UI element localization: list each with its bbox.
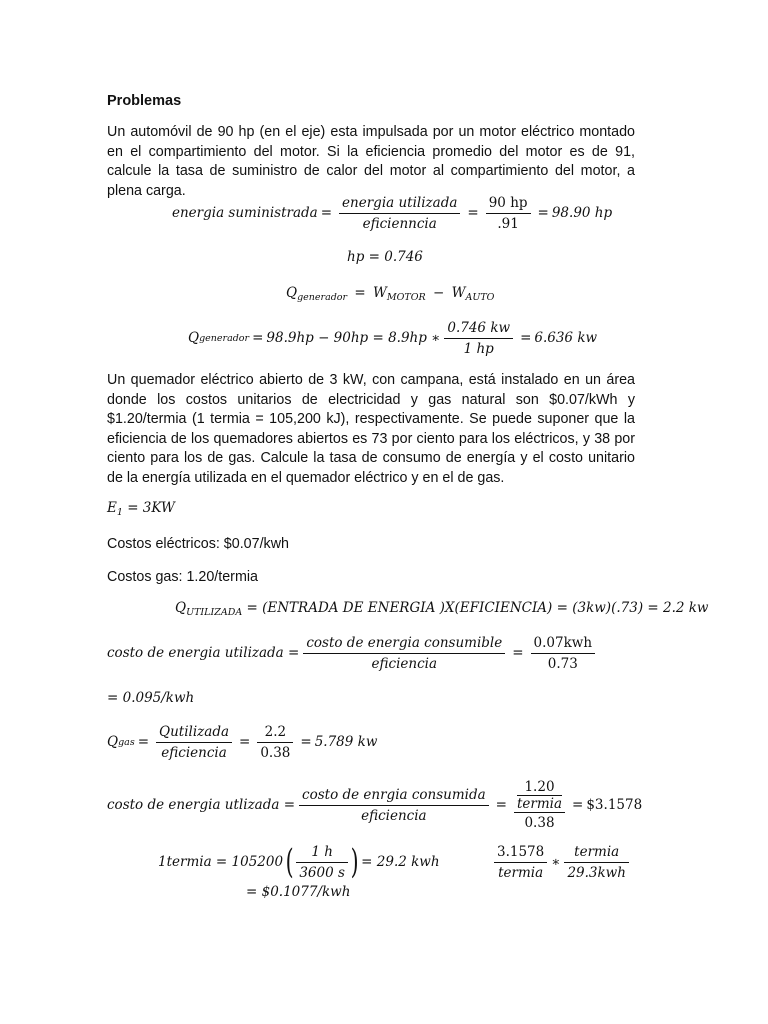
eq9-f2-num: 2.2 — [257, 724, 293, 743]
equation-q-utilizada — [175, 600, 708, 618]
eq5-rhs: = 3KW — [127, 500, 175, 516]
eq7-f1-num: costo de energia consumible — [303, 635, 505, 654]
eq10-lhs: costo de energia utlizada = — [107, 797, 296, 813]
costos-electricos: Costos eléctricos: $0.07/kwh — [107, 536, 289, 552]
eq4-fraction — [444, 320, 513, 357]
equation-costo-electrico: costo de energia utilizada = $\frac{\text{costo de energia consumible}}{\text{eficiencia}}$ = $\frac{\text{0.07kwh}}{0.73}$ — [107, 632, 599, 674]
eq7-f2-den: 0.73 — [547, 655, 578, 672]
eq1-f1-num: energia utilizada — [339, 195, 460, 214]
eq12-f1-den: termia — [498, 864, 544, 881]
equation-conversion — [490, 841, 633, 883]
eq1-fraction-1 — [339, 195, 460, 232]
eq1-fraction-2 — [486, 195, 531, 232]
eq12-f2-num: termia — [564, 844, 629, 863]
eq1-result: 98.90 hp — [551, 205, 613, 221]
eq9-f2-den: 0.38 — [260, 744, 291, 761]
eq11-lhs: 1termia = 105200 — [158, 854, 284, 870]
eq10-f2-top: 1.20 — [517, 779, 562, 796]
eq9-fraction-2 — [257, 724, 293, 761]
eq9-q-sub: gas — [118, 736, 135, 748]
eq1-f2-num: 90 hp — [486, 195, 531, 214]
costos-gas: Costos gas: 1.20/termia — [107, 569, 258, 585]
equation-q-generador-value: Q generador = 98.9hp − 90hp = 8.9hp ∗ $\frac{0.746 kw}{1 hp}$ = 6.636 kw — [188, 319, 598, 357]
eq7-fraction-2 — [531, 635, 596, 672]
equation-costo-result: = 0.095/kwh — [107, 690, 195, 706]
equation-termia: 1termia = 105200 ( $\frac{1 h}{3600 s}$ ) = 29.2 kwh — [158, 842, 440, 882]
eq9-f1-den: eficiencia — [161, 744, 227, 761]
eq10-fraction-1 — [299, 787, 489, 824]
eq12-f2-den: 29.3kwh — [567, 864, 626, 881]
eq6-rhs: = (ENTRADA DE ENERGIA )X(EFICIENCIA) = (3kw)(.73) = 2.2 kw — [246, 600, 709, 616]
eq4-result: 6.636 kw — [534, 330, 598, 346]
eq7-f1-den: eficiencia — [371, 655, 438, 672]
eq11-f-den: 3600 s — [299, 864, 345, 881]
eq6-q-sub: UTILIZADA — [186, 607, 243, 618]
equation-termia-result: = $0.1077/kwh — [246, 884, 351, 900]
problem-2-text: Un quemador eléctrico abierto de 3 kW, con campana, está instalado en un área donde los costos unitarios de electricidad y gas natural son $0.07/kWh y $1.20/termia (1 termia = 105,200 kJ), respectivamente. Se puede suponer que la eficiencia de los quemadores abiertos es 73 por ciento para los eléctricos, y 38 por ciento para los de gas. Calcule la tasa de consumo de energía y el costo unitario de la energía utilizada en el quemador eléctrico y en el de gas. — [107, 372, 635, 486]
eq10-result: $3.1578 — [586, 797, 643, 813]
eq11-fraction — [296, 844, 348, 881]
eq10-f2-mid: termia — [516, 796, 563, 812]
eq4-mid: 98.9hp − 90hp = 8.9hp ∗ — [266, 330, 441, 346]
eq7-lhs: costo de energia utilizada = — [107, 645, 300, 661]
equation-q-generador: $Q_{generador} = W_{MOTOR} - W_{AUTO}$ — [286, 285, 495, 303]
eq12-f1-num: 3.1578 — [494, 844, 547, 863]
eq11-f-num: 1 h — [296, 844, 348, 863]
eq1-f1-den: eficienncia — [362, 215, 437, 232]
eq4-q-sub: generador — [199, 332, 250, 344]
eq9-f1-num: Qutilizada — [156, 724, 232, 743]
eq7-fraction-1 — [303, 635, 505, 672]
equation-hp: hp = 0.746 — [347, 249, 423, 265]
page-title: Problemas — [107, 93, 182, 109]
eq9-result: 5.789 kw — [314, 734, 378, 750]
equation-energia-suministrada: energia suministrada = $\frac{\text{energia utilizada}}{\text{eficienncia}}$ = $\frac{90 hp}{.91}$ = 98.90 hp — [172, 194, 613, 232]
eq4-f-num: 0.746 kw — [444, 320, 513, 339]
eq4-q: Q — [188, 330, 200, 346]
eq12-fraction-2 — [564, 844, 629, 881]
eq7-f2-num: 0.07kwh — [531, 635, 596, 654]
eq5-e: E — [107, 500, 117, 516]
eq3-w1-sub: MOTOR — [386, 292, 426, 303]
eq10-f2-den: 0.38 — [514, 812, 565, 831]
eq12-fraction-1 — [494, 844, 547, 881]
eq3-w2-sub: AUTO — [465, 292, 495, 303]
eq3-q: Q — [286, 285, 298, 301]
eq10-fraction-2 — [514, 779, 565, 831]
eq12-op: ∗ — [551, 854, 561, 870]
eq5-e-sub: 1 — [116, 507, 123, 518]
equation-q-gas: Q gas = $\frac{\text{Qutilizada}}{\text{eficiencia}}$ = $\frac{2.2}{0.38}$ = 5.789 kw — [107, 723, 378, 761]
equation-costo-gas: costo de energia utlizada = $\frac{\text{costo de enrgia consumida}}{\text{eficiencia}}$ = 1.20 termia 0.38 = $3.1578 — [107, 779, 643, 831]
eq1-f2-den: .91 — [497, 215, 519, 232]
equation-e1 — [107, 500, 175, 518]
problem-1-text: Un automóvil de 90 hp (en el eje) esta impulsada por un motor eléctrico montado en el compartimiento del motor. Si la eficiencia promedio del motor es de 91, calcule la tasa de suministro de calor del motor al compartimiento del motor, a plena carga. — [107, 124, 635, 199]
eq3-w2: W — [451, 285, 466, 301]
eq11-result: = 29.2 kwh — [361, 854, 440, 870]
eq9-fraction-1 — [156, 724, 232, 761]
eq3-w1: W — [372, 285, 387, 301]
eq3-q-sub: generador — [297, 292, 348, 303]
eq4-f-den: 1 hp — [463, 340, 494, 357]
eq1-lhs: energia suministrada — [172, 205, 318, 221]
eq6-q: Q — [175, 600, 187, 616]
eq10-f1-den: eficiencia — [361, 807, 427, 824]
eq9-q: Q — [107, 734, 119, 750]
eq10-f1-num: costo de enrgia consumida — [299, 787, 489, 806]
